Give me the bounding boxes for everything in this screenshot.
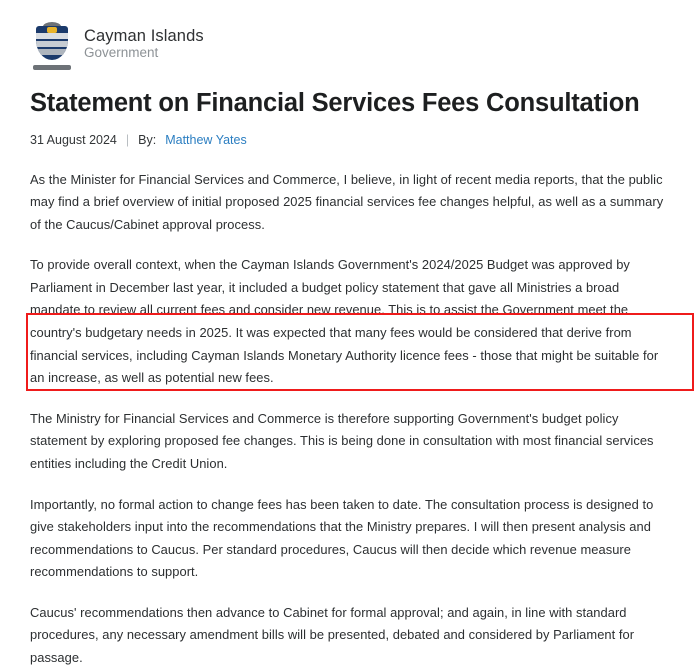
brand-text (84, 22, 204, 60)
paragraph-3: The Ministry for Financial Services and Commerce is therefore supporting Government's budget policy statement by exploring proposed fee changes. This is being done in consultation with most financial services entities including the Credit Union. (30, 410, 654, 471)
paragraph-2: To provide overall context, when the Cayman Islands Government's 2024/2025 Budget was approved by Parliament in December last year, it included a budget policy statement that gave all Ministries a broad mandate to review all current fees and consider new revenue. This is to assist the Government meet the country's budgetary needs in 2025. It was expected that many fees would be considered that derive from financial services, including Cayman Islands Monetary Authority licence fees - those that might be suitable for an increase, as well as potential new fees. (30, 257, 659, 386)
highlighted-paragraph-wrapper (30, 254, 670, 389)
paragraph-4: Importantly, no formal action to change fees has been taken to date. The consultation process is designed to give stakeholders input into the recommendations that the Ministry prepares. I will then present analysis and recommendations to Caucus. Per standard procedures, Caucus will then decide which revenue measure recommendations to support. (30, 496, 654, 580)
paragraph-1: As the Minister for Financial Services and Commerce, I believe, in light of recent media reports, that the public may find a brief overview of initial proposed 2025 financial services fee changes helpful, as well as a summary of the Caucus/Cabinet approval process. (30, 171, 664, 232)
page-title: Statement on Financial Services Fees Consultation (30, 89, 640, 117)
byline-label: By: (138, 132, 157, 147)
cayman-islands-coat-of-arms-icon (30, 22, 74, 70)
paragraph-5: Caucus' recommendations then advance to Cabinet for formal approval; and again, in line with standard procedures, any necessary amendment bills will be presented, debated and considered by Parliament for passage. (30, 604, 635, 665)
meta-divider: | (125, 132, 130, 147)
publish-date: 31 August 2024 (30, 132, 117, 147)
brand-line-secondary: Government (84, 45, 159, 61)
article-meta (30, 133, 670, 147)
author-link[interactable]: Matthew Yates (165, 132, 247, 147)
site-brand (30, 22, 670, 70)
brand-line-primary: Cayman Islands (84, 27, 204, 45)
